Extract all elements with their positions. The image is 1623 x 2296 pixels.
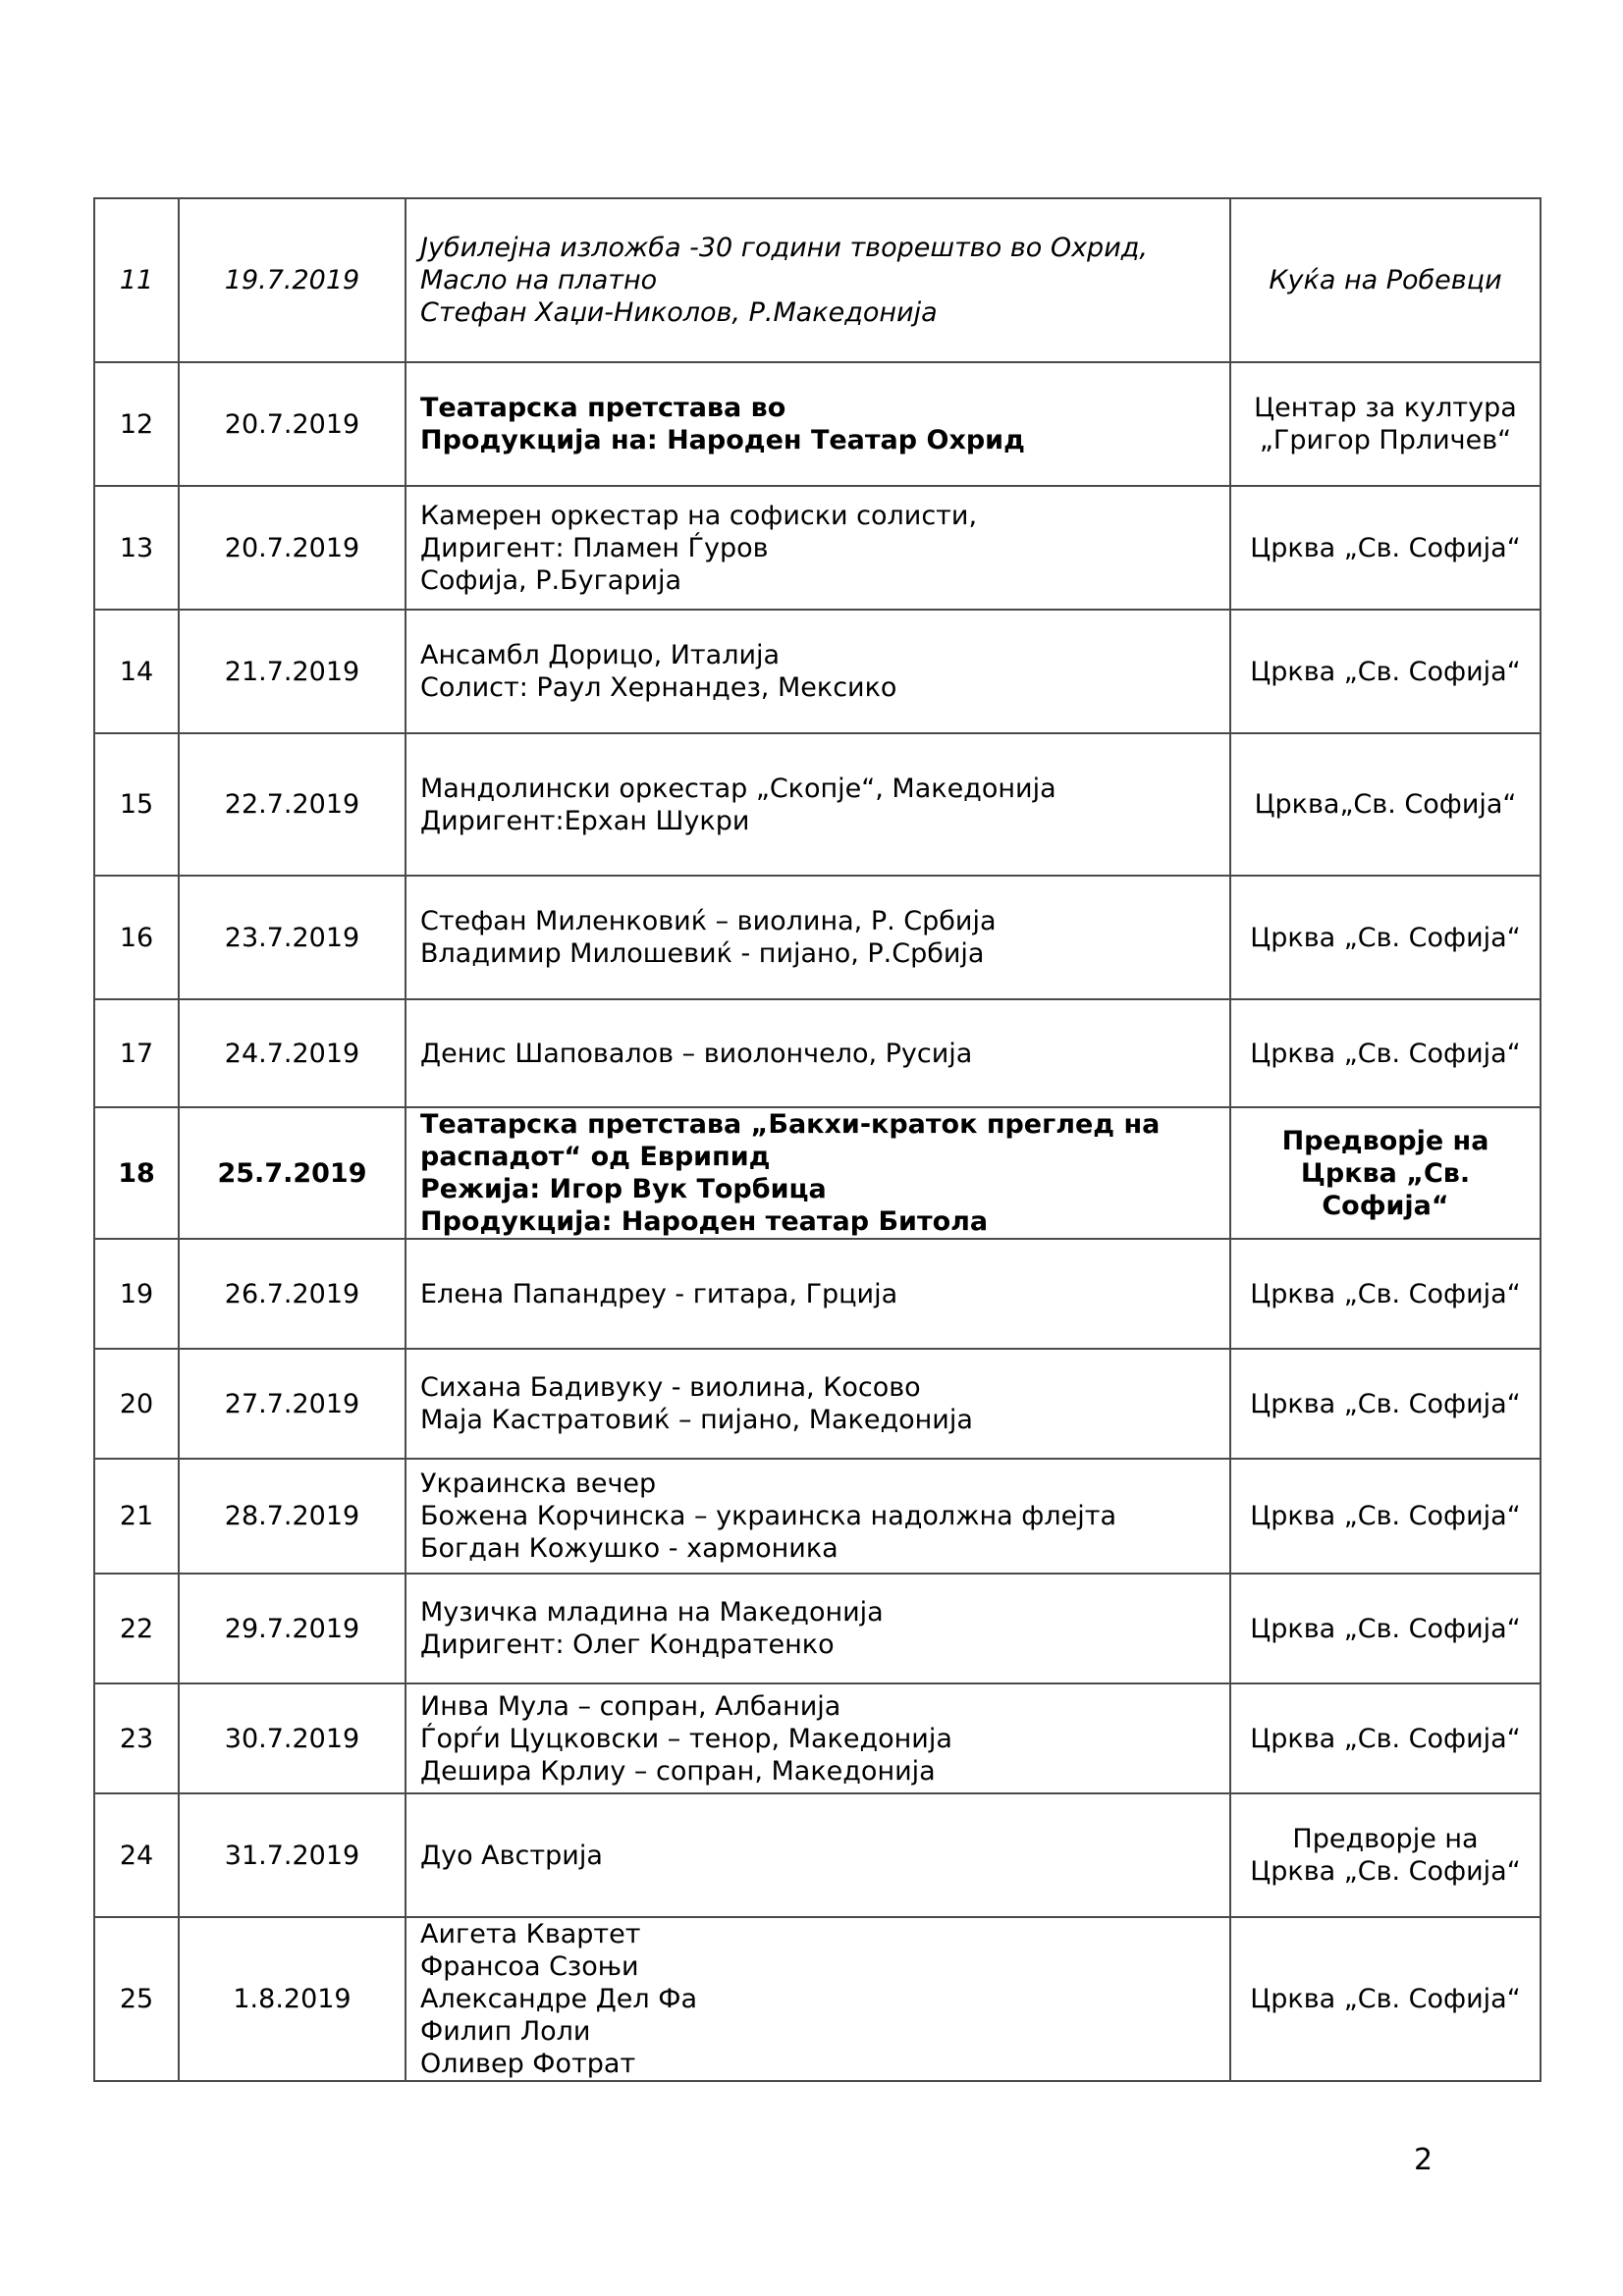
row-number: 18 (94, 1107, 179, 1239)
event-description (406, 1239, 1230, 1349)
event-venue (1230, 1917, 1541, 2081)
table-row (94, 1574, 1541, 1683)
venue-line: Црква „Св. Софија“ (1250, 922, 1521, 953)
description-line: Стефан Хаџи-Николов, Р.Македонија (420, 297, 938, 328)
venue-line: Црква „Св. Софија“ (1250, 1984, 1521, 2014)
row-number: 23 (94, 1683, 179, 1793)
row-number: 21 (94, 1459, 179, 1574)
description-line: Александре Дел Фа (420, 1984, 698, 2014)
venue-line: Црква „Св. Софија“ (1250, 1388, 1521, 1419)
event-description (406, 486, 1230, 610)
description-line: Маја Кастратовиќ – пијано, Македонија (420, 1405, 973, 1435)
schedule-table-body (94, 198, 1541, 2081)
venue-line: Црква „Св. Софија“ (1250, 1613, 1521, 1644)
venue-line: Предворје на (1281, 1125, 1489, 1156)
event-date: 25.7.2019 (179, 1107, 406, 1239)
event-venue (1230, 362, 1541, 486)
table-row (94, 1683, 1541, 1793)
row-number: 13 (94, 486, 179, 610)
event-description (406, 1349, 1230, 1459)
description-line: Франсоа Сзоњи (420, 1951, 639, 1982)
row-number: 25 (94, 1917, 179, 2081)
row-number: 24 (94, 1793, 179, 1917)
description-line: Ансамбл Дорицо, Италија (420, 640, 781, 670)
description-line: Стефан Миленковиќ – виолина, Р. Србија (420, 906, 997, 936)
description-line: Камерен оркестар на софиски солисти, (420, 500, 978, 531)
venue-line: Црква „Св. Софија“ (1250, 656, 1521, 687)
venue-line: Предворје на (1292, 1824, 1479, 1854)
description-line: Денис Шаповалов – виолончело, Русија (420, 1038, 973, 1069)
description-line: Елена Папандреу - гитара, Грција (420, 1278, 898, 1309)
event-description (406, 198, 1230, 362)
row-number: 11 (94, 198, 179, 362)
description-line: Дуо Австрија (420, 1840, 603, 1871)
event-description (406, 1917, 1230, 2081)
event-description (406, 999, 1230, 1107)
event-venue (1230, 876, 1541, 999)
event-description (406, 1107, 1230, 1239)
description-line: Инва Мула – сопран, Албанија (420, 1690, 841, 1722)
description-line: Дешира Крлиу – сопран, Македонија (420, 1755, 936, 1787)
event-date: 24.7.2019 (179, 999, 406, 1107)
row-number: 17 (94, 999, 179, 1107)
description-line: Диригент:Ерхан Шукри (420, 805, 750, 836)
table-row (94, 1349, 1541, 1459)
row-number: 12 (94, 362, 179, 486)
event-description (406, 1793, 1230, 1917)
event-description (406, 1683, 1230, 1793)
event-date: 20.7.2019 (179, 486, 406, 610)
event-venue (1230, 1793, 1541, 1917)
event-date: 21.7.2019 (179, 610, 406, 733)
event-date: 26.7.2019 (179, 1239, 406, 1349)
event-venue (1230, 1574, 1541, 1683)
venue-line: Црква „Св. Софија“ (1250, 1501, 1521, 1531)
event-venue (1230, 733, 1541, 876)
venue-line: Црква „Св. Софија“ (1250, 1723, 1521, 1754)
event-venue (1230, 1349, 1541, 1459)
description-line: Оливер Фотрат (420, 2049, 636, 2079)
table-row (94, 1917, 1541, 2081)
table-row (94, 486, 1541, 610)
schedule-table (93, 197, 1542, 2082)
description-line: Продукција: Народен театар Битола (420, 1206, 989, 1237)
event-venue (1230, 198, 1541, 362)
table-row (94, 1107, 1541, 1239)
row-number: 20 (94, 1349, 179, 1459)
description-line: Ѓорѓи Цуцковски – тенор, Македонија (420, 1723, 952, 1754)
event-venue (1230, 1239, 1541, 1349)
event-date: 1.8.2019 (179, 1917, 406, 2081)
venue-line: Црква„Св. Софија“ (1254, 789, 1517, 820)
table-row (94, 610, 1541, 733)
table-row (94, 198, 1541, 362)
table-row (94, 362, 1541, 486)
description-line: Мандолински оркестар „Скопје“, Македонија (420, 773, 1056, 804)
event-date: 22.7.2019 (179, 733, 406, 876)
description-line: Солист: Раул Хернандез, Мексико (420, 672, 897, 703)
description-line: Филип Лоли (420, 2016, 591, 2047)
description-line: Украинска вечер (420, 1468, 657, 1499)
table-row (94, 733, 1541, 876)
description-line: распадот“ од Еврипид (420, 1142, 771, 1172)
description-line: Театарска претстава во (420, 393, 786, 423)
table-row (94, 999, 1541, 1107)
table-row (94, 876, 1541, 999)
event-venue (1230, 610, 1541, 733)
description-line: Божена Корчинска – украинска надолжна флејта (420, 1501, 1117, 1531)
description-line: Владимир Милошевиќ - пијано, Р.Србија (420, 938, 985, 969)
event-date: 29.7.2019 (179, 1574, 406, 1683)
description-line: Масло на платно (420, 265, 658, 295)
row-number: 16 (94, 876, 179, 999)
venue-line: „Григор Прличев“ (1259, 425, 1512, 455)
row-number: 19 (94, 1239, 179, 1349)
event-description (406, 362, 1230, 486)
venue-line: Куќа на Робевци (1269, 265, 1502, 295)
description-line: Продукција на: Народен Театар Охрид (420, 425, 1025, 455)
event-date: 19.7.2019 (179, 198, 406, 362)
description-line: Режија: Игор Вук Торбица (420, 1174, 827, 1204)
description-line: Аигета Квартет (420, 1919, 641, 1949)
event-description (406, 1459, 1230, 1574)
description-line: Јубилејна изложба -30 години творештво во Охрид, (420, 233, 1148, 263)
event-description (406, 876, 1230, 999)
event-date: 23.7.2019 (179, 876, 406, 999)
description-line: Сихана Бадивуку - виолина, Косово (420, 1372, 921, 1403)
event-date: 20.7.2019 (179, 362, 406, 486)
event-date: 28.7.2019 (179, 1459, 406, 1574)
row-number: 14 (94, 610, 179, 733)
event-venue (1230, 1107, 1541, 1239)
event-description (406, 1574, 1230, 1683)
venue-line: Црква „Св. Софија“ (1250, 1278, 1521, 1309)
venue-line: Црква „Св. Софија“ (1250, 532, 1521, 563)
description-line: Диригент: Пламен Ѓуров (420, 532, 769, 563)
event-venue (1230, 1459, 1541, 1574)
venue-line: Црква „Св. (1300, 1157, 1471, 1189)
event-venue (1230, 1683, 1541, 1793)
table-row (94, 1459, 1541, 1574)
event-date: 31.7.2019 (179, 1793, 406, 1917)
event-venue (1230, 486, 1541, 610)
table-row (94, 1793, 1541, 1917)
description-line: Диригент: Олег Кондратенко (420, 1629, 835, 1660)
page-number: 2 (1414, 2143, 1434, 2177)
table-row (94, 1239, 1541, 1349)
venue-line: Софија“ (1322, 1190, 1449, 1221)
description-line: Богдан Кожушко - хармоника (420, 1533, 839, 1564)
description-line: Софија, Р.Бугарија (420, 564, 682, 596)
venue-line: Црква „Св. Софија“ (1250, 1856, 1521, 1887)
venue-line: Црква „Св. Софија“ (1250, 1038, 1521, 1069)
event-description (406, 733, 1230, 876)
event-date: 27.7.2019 (179, 1349, 406, 1459)
row-number: 22 (94, 1574, 179, 1683)
description-line: Музичка младина на Македонија (420, 1597, 884, 1628)
event-description (406, 610, 1230, 733)
event-venue (1230, 999, 1541, 1107)
event-date: 30.7.2019 (179, 1683, 406, 1793)
description-line: Театарска претстава „Бакхи-краток преглед на (420, 1109, 1161, 1140)
venue-line: Центар за култура (1254, 393, 1517, 423)
row-number: 15 (94, 733, 179, 876)
